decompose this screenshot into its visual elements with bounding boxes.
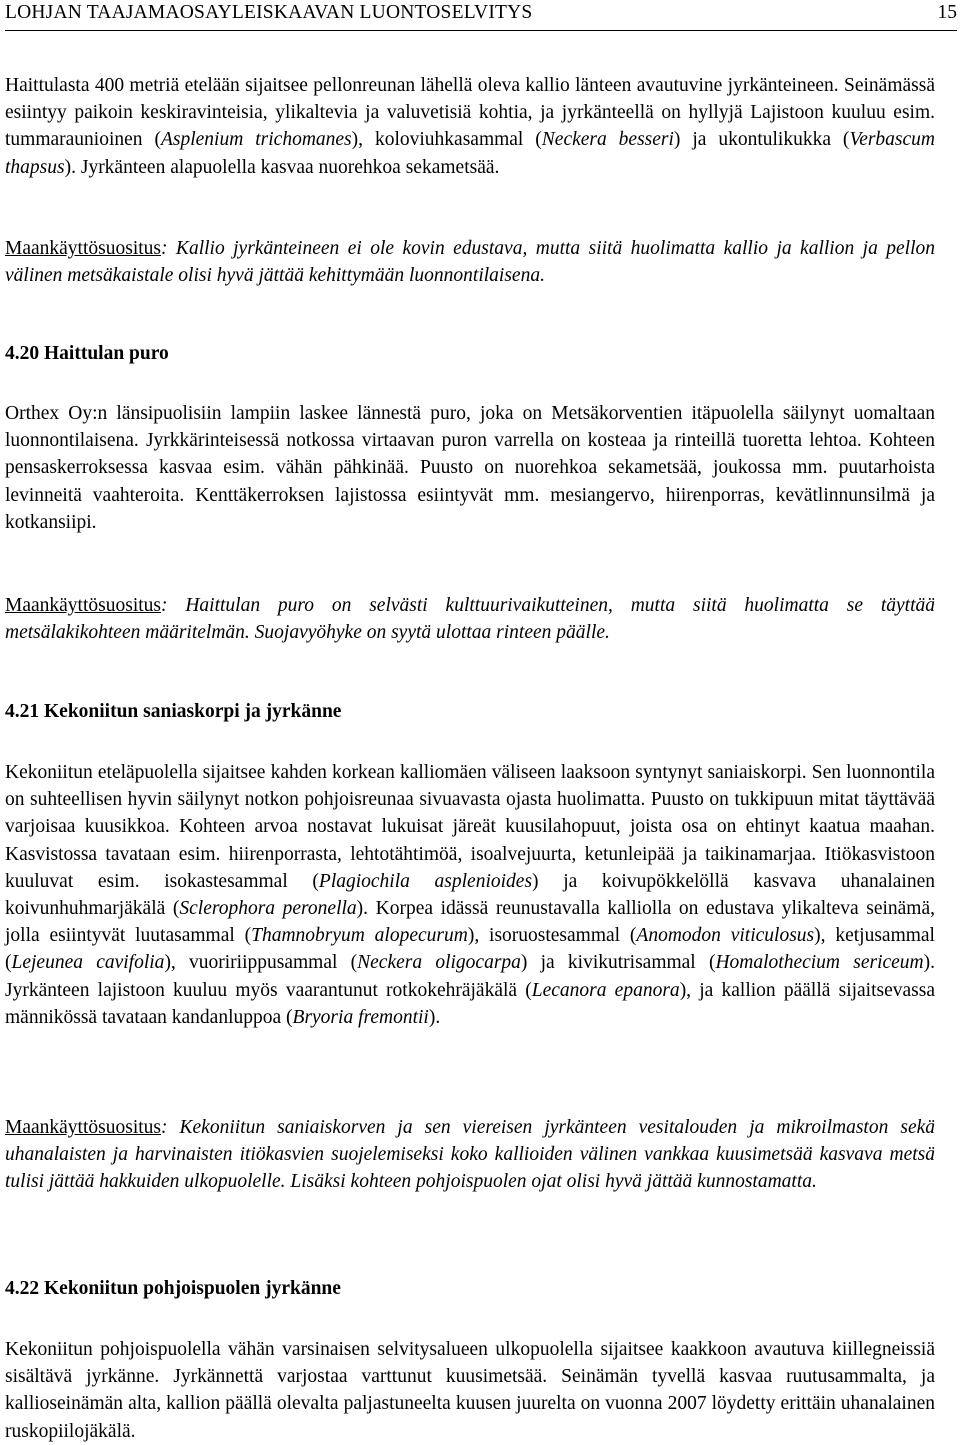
section-heading-4-20: 4.20 Haittulan puro [5, 343, 169, 364]
text-segment: Haittulasta 400 metriä etelään sijaitsee pellonreunan lähellä oleva kallio länteen avautuvine jyrkänteineen. Seinämässä esiintyy paikoin keskiravinteisia, ylikaltevia ja valuvetisiä kohtia, ja jyrkänteellä on hyllyjä Lajistoon kuuluu esim. tummaraunioinen ( [5, 75, 935, 151]
species-name: Sclerophora peronella [179, 898, 357, 920]
text-segment: ), ketjusammal ( [5, 925, 935, 974]
species-name: Homalothecium sericeum [715, 952, 924, 974]
text-segment: ), ja kallion päällä sijaitsevassa männikössä tavataan kandanluppoa ( [5, 979, 935, 1028]
text-segment: ) ja koivupökkelöllä kasvava uhanalainen koivunhuhmarjäkälä ( [5, 870, 935, 920]
text-segment: Orthex Oy:n länsipuolisiin lampiin laskee lännestä puro, joka on Metsäkorventien itäpuolella säilynyt uomaltaan luonnontilaisena. Jyrkkärinteisessä notkossa virtaavan puron varrella on kosteaa ja rinteillä tuoretta lehtoa. Kohteen pensaskerroksessa kasvaa esim. vähän pähkinää. Puusto on nuorehkoa sekametsää, joukossa mm. puutarhoista levinneitä vaahteroita. Kenttäkerroksen lajistossa esiintyvät mm. mesiangervo, hiirenporras, kevätlinnunsilmä ja kotkansiipi. [5, 403, 935, 533]
recommendation-label: Maankäyttösuositus [5, 595, 161, 616]
text-segment: ), koloviuhkasammal ( [351, 129, 542, 151]
species-name: Anomodon viticulosus [636, 925, 815, 947]
section-heading-4-21: 4.21 Kekoniitun saniaskorpi ja jyrkänne [5, 701, 342, 722]
species-name: Asplenium trichomanes [160, 129, 352, 151]
intro-paragraph [5, 72, 935, 181]
text-segment: ), vuoririippusammal ( [164, 952, 358, 974]
species-name: Neckera besseri [541, 129, 674, 151]
text-segment: Kekoniitun pohjoispuolella vähän varsinaisen selvitysalueen ulkopuolella sijaitsee kaakkoon avautuva kiillegneissiä sisältävä jyrkänne. Jyrkännettä varjostaa varttunut kuusimetsää. Seinämän tyvellä kasvaa ruutusammalta, ja kallioseinämän alta, kallion päällä olevalta paljastuneelta kuusen juurelta on vuonna 2007 löydetty erittäin uhanalainen ruskopiilojäkälä. [5, 1339, 935, 1442]
text-segment: Kekoniitun eteläpuolella sijaitsee kahden korkean kalliomäen väliseen laaksoon syntynyt saniaiskorpi. Sen luonnontila on suhteellisen hyvin säilynyt notkon pohjoisreunaa sivuavasta ojasta huolimatta. Puusto on tukkipuun mitat täyttävää varjoisaa kuusikkoa. Kohteen arvoa nostavat lukuisat järeät kuusilahopuut, joista osa on ehtinyt kaatua maahan. Kasvistossa tavataan esim. hiirenporrasta, lehtotähtimöä, isoalvejuurta, ketunleipää ja taikinamarjaa. Itiökasvistoon kuuluvat esim. isokastesammal ( [5, 762, 935, 892]
species-name: Thamnobryum alopecurum [251, 925, 468, 947]
text-segment: ). Korpea idässä reunustavalla kalliolla on edustava ylikalteva seinämä, jolla esiintyvät luutasammal ( [5, 898, 935, 947]
section-4-21-paragraph [5, 759, 935, 1031]
page-number: 15 [937, 2, 957, 23]
recommendation-text: : Kekoniitun saniaiskorven ja sen viereisen jyrkänteen vesitalouden ja mikroilmaston sekä uhanalaisten ja harvinaisten itiökasvien suojelemiseksi koko kallioiden välinen vankkaa kuusimetsää kasvava metsä tulisi jättää hakkuiden ulkopuolelle. Lisäksi kohteen pohjoispuolen ojat olisi hyvä jättää kunnostamatta. [5, 1117, 935, 1193]
text-segment: ). Jyrkänteen lajistoon kuuluu myös vaarantunut rotkokehräjäkälä ( [5, 952, 935, 1001]
section-heading-4-22: 4.22 Kekoniitun pohjoispuolen jyrkänne [5, 1278, 341, 1299]
species-name: Lejeunea cavifolia [11, 952, 165, 974]
section-4-22-paragraph [5, 1336, 935, 1445]
text-segment: ) ja ukontulikukka ( [673, 129, 850, 151]
page-header [5, 0, 957, 31]
species-name: Lecanora epanora [531, 979, 680, 1001]
recommendation-label: Maankäyttösuositus [5, 238, 161, 259]
recommendation-text: : Kallio jyrkänteineen ei ole kovin edustava, mutta siitä huolimatta kallio ja kallion ja pellon välinen metsäkaistale olisi hyvä jättää kehittymään luonnontilaisena. [5, 238, 935, 287]
species-name: Neckera oligocarpa [357, 952, 521, 974]
section-4-20-paragraph [5, 400, 935, 536]
text-segment: ), isoruostesammal ( [467, 925, 637, 947]
text-segment: ). Jyrkänteen alapuolella kasvaa nuorehkoa sekametsää. [64, 156, 500, 178]
section-4-21-recommendation [5, 1114, 935, 1196]
intro-recommendation [5, 235, 935, 289]
section-4-20-recommendation [5, 592, 935, 646]
recommendation-label: Maankäyttösuositus [5, 1117, 161, 1138]
document-title: LOHJAN TAAJAMAOSAYLEISKAAVAN LUONTOSELVITYS [5, 2, 533, 23]
species-name: Bryoria fremontii [292, 1006, 429, 1028]
text-segment: ) ja kivikutrisammal ( [520, 952, 716, 974]
species-name: Verbascum thapsus [5, 129, 936, 178]
recommendation-text: : Haittulan puro on selvästi kulttuurivaikutteinen, mutta siitä huolimatta se täyttää metsälakikohteen määritelmän. Suojavyöhyke on syytä ulottaa rinteen päälle. [5, 595, 935, 644]
species-name: Plagiochila asplenioides [318, 870, 533, 892]
text-segment: ). [428, 1006, 441, 1028]
